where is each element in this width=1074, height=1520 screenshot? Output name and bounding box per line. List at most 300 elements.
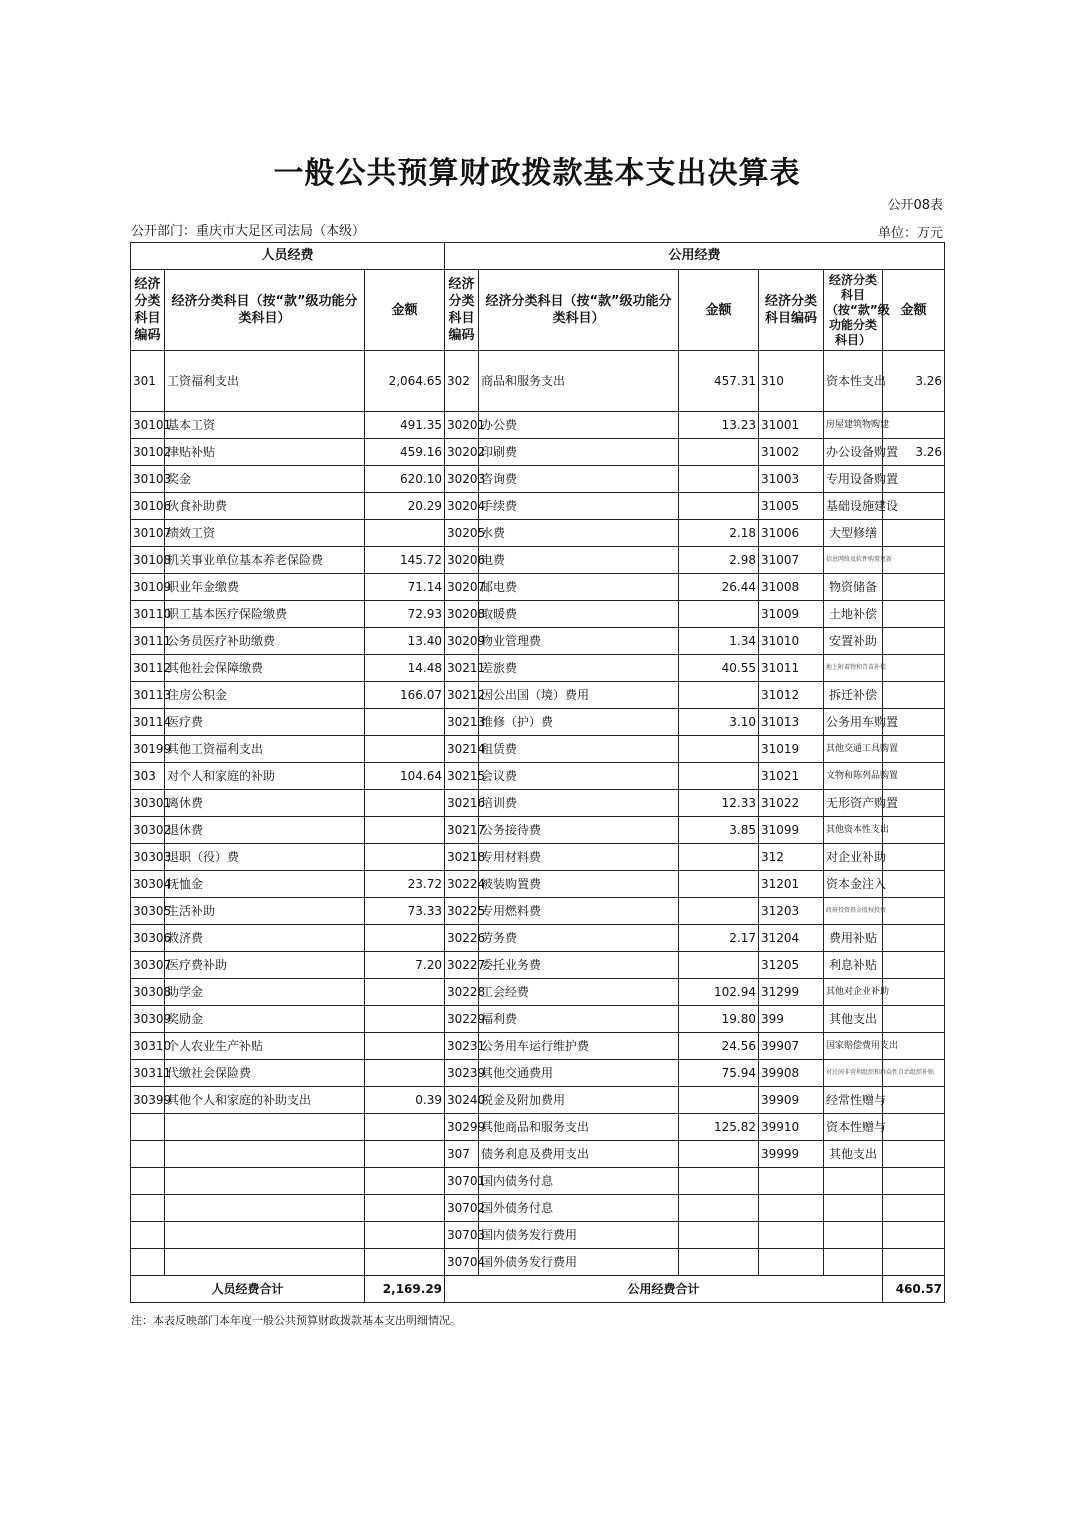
code-cell: 31201 xyxy=(759,871,824,898)
item-name-cell: 安置补助 xyxy=(824,628,883,655)
item-name-cell: 公务接待费 xyxy=(479,817,679,844)
amount-cell xyxy=(679,1141,759,1168)
code-cell xyxy=(131,1195,165,1222)
code-cell: 30228 xyxy=(445,979,479,1006)
code-cell: 30211 xyxy=(445,655,479,682)
item-name-cell: 工会经费 xyxy=(479,979,679,1006)
amount-cell xyxy=(679,952,759,979)
amount-cell xyxy=(883,1006,945,1033)
amount-cell xyxy=(883,1222,945,1249)
amount-cell xyxy=(883,628,945,655)
code-cell: 30111 xyxy=(131,628,165,655)
item-name-cell: 退职（役）费 xyxy=(165,844,365,871)
item-name-cell: 物业管理费 xyxy=(479,628,679,655)
code-cell xyxy=(759,1222,824,1249)
code-cell: 30302 xyxy=(131,817,165,844)
code-cell: 399 xyxy=(759,1006,824,1033)
table-row xyxy=(131,790,945,817)
item-name-cell: 资本金注入 xyxy=(824,871,883,898)
amount-cell: 102.94 xyxy=(679,979,759,1006)
amount-cell xyxy=(679,736,759,763)
item-name-cell: 对企业补助 xyxy=(824,844,883,871)
item-name-cell: 电费 xyxy=(479,547,679,574)
item-name-cell: 对民间非营利组织和群众性自治组织补贴 xyxy=(824,1060,883,1087)
item-name-cell: 经常性赠与 xyxy=(824,1087,883,1114)
unit-label: 单位：万元 xyxy=(877,226,943,241)
code-cell: 30224 xyxy=(445,871,479,898)
table-row xyxy=(131,682,945,709)
item-name-cell: 国外债务付息 xyxy=(479,1195,679,1222)
code-cell: 39999 xyxy=(759,1141,824,1168)
amount-cell: 7.20 xyxy=(365,952,445,979)
code-cell: 31022 xyxy=(759,790,824,817)
item-name-cell: 其他社会保障缴费 xyxy=(165,655,365,682)
item-name-cell: 国内债务付息 xyxy=(479,1168,679,1195)
amount-cell xyxy=(883,952,945,979)
item-name-cell xyxy=(824,1195,883,1222)
table-row xyxy=(131,439,945,466)
table-row xyxy=(131,709,945,736)
item-name-cell: 其他支出 xyxy=(824,1006,883,1033)
public-total-value: 460.57 xyxy=(883,1276,945,1303)
table-row xyxy=(131,979,945,1006)
code-cell: 30207 xyxy=(445,574,479,601)
amount-cell: 13.40 xyxy=(365,628,445,655)
item-name-cell: 取暖费 xyxy=(479,601,679,628)
item-name-cell: 助学金 xyxy=(165,979,365,1006)
item-name-cell: 离休费 xyxy=(165,790,365,817)
item-name-cell: 税金及附加费用 xyxy=(479,1087,679,1114)
amount-cell: 459.16 xyxy=(365,439,445,466)
code-cell: 31007 xyxy=(759,547,824,574)
amount-cell: 3.85 xyxy=(679,817,759,844)
amount-cell xyxy=(883,520,945,547)
code-cell: 31003 xyxy=(759,466,824,493)
item-name-cell: 其他个人和家庭的补助支出 xyxy=(165,1087,365,1114)
code-cell: 31013 xyxy=(759,709,824,736)
table-row xyxy=(131,1195,945,1222)
item-name-cell: 其他工资福利支出 xyxy=(165,736,365,763)
code-cell: 30308 xyxy=(131,979,165,1006)
table-row xyxy=(131,1249,945,1276)
item-name-cell: 专用设备购置 xyxy=(824,466,883,493)
code-cell: 30202 xyxy=(445,439,479,466)
code-cell: 39909 xyxy=(759,1087,824,1114)
code-cell: 30199 xyxy=(131,736,165,763)
code-cell: 31021 xyxy=(759,763,824,790)
item-name-cell: 资本性支出 xyxy=(824,351,883,412)
code-cell: 30301 xyxy=(131,790,165,817)
code-cell: 30218 xyxy=(445,844,479,871)
code-cell xyxy=(759,1249,824,1276)
item-name-cell: 抚恤金 xyxy=(165,871,365,898)
amount-cell xyxy=(883,601,945,628)
code-cell: 31006 xyxy=(759,520,824,547)
section-header-row xyxy=(131,243,945,270)
section-personnel: 人员经费 xyxy=(131,243,445,270)
amount-cell: 2.17 xyxy=(679,925,759,952)
code-cell: 30306 xyxy=(131,925,165,952)
item-name-cell xyxy=(165,1249,365,1276)
code-cell: 39908 xyxy=(759,1060,824,1087)
table-row xyxy=(131,1168,945,1195)
amount-cell: 0.39 xyxy=(365,1087,445,1114)
item-name-cell: 租赁费 xyxy=(479,736,679,763)
amount-cell: 620.10 xyxy=(365,466,445,493)
code-cell: 307 xyxy=(445,1141,479,1168)
amount-cell xyxy=(365,1141,445,1168)
personnel-total-label: 人员经费合计 xyxy=(131,1276,365,1303)
code-cell: 30209 xyxy=(445,628,479,655)
amount-cell xyxy=(679,1168,759,1195)
code-cell: 30303 xyxy=(131,844,165,871)
item-name-cell xyxy=(165,1141,365,1168)
code-cell: 31203 xyxy=(759,898,824,925)
item-name-cell xyxy=(165,1168,365,1195)
item-name-cell: 委托业务费 xyxy=(479,952,679,979)
code-cell: 31009 xyxy=(759,601,824,628)
item-name-cell: 基础设施建设 xyxy=(824,493,883,520)
code-cell: 30214 xyxy=(445,736,479,763)
code-cell: 30310 xyxy=(131,1033,165,1060)
item-name-cell: 培训费 xyxy=(479,790,679,817)
table-row xyxy=(131,817,945,844)
header-code-2: 经济分类科目编码 xyxy=(445,270,479,351)
code-cell: 31011 xyxy=(759,655,824,682)
code-cell: 30704 xyxy=(445,1249,479,1276)
code-cell: 30114 xyxy=(131,709,165,736)
item-name-cell: 救济费 xyxy=(165,925,365,952)
amount-cell xyxy=(679,844,759,871)
code-cell: 303 xyxy=(131,763,165,790)
code-cell: 30216 xyxy=(445,790,479,817)
table-row xyxy=(131,601,945,628)
amount-cell xyxy=(883,898,945,925)
header-amount-3: 金额 xyxy=(883,270,945,351)
amount-cell xyxy=(883,844,945,871)
code-cell: 30701 xyxy=(445,1168,479,1195)
amount-cell xyxy=(679,1195,759,1222)
amount-cell xyxy=(365,520,445,547)
amount-cell: 14.48 xyxy=(365,655,445,682)
item-name-cell xyxy=(165,1114,365,1141)
amount-cell: 2,064.65 xyxy=(365,351,445,412)
item-name-cell: 房屋建筑物购建 xyxy=(824,412,883,439)
item-name-cell: 基本工资 xyxy=(165,412,365,439)
amount-cell xyxy=(883,1249,945,1276)
code-cell: 30225 xyxy=(445,898,479,925)
table-row xyxy=(131,493,945,520)
amount-cell: 75.94 xyxy=(679,1060,759,1087)
code-cell: 39907 xyxy=(759,1033,824,1060)
table-row xyxy=(131,736,945,763)
code-cell: 30206 xyxy=(445,547,479,574)
item-name-cell: 对个人和家庭的补助 xyxy=(165,763,365,790)
item-name-cell: 代缴社会保险费 xyxy=(165,1060,365,1087)
amount-cell: 2.98 xyxy=(679,547,759,574)
header-name-3: 经济分类科目（按“款”级功能分类科目） xyxy=(824,270,883,351)
code-cell xyxy=(131,1222,165,1249)
code-cell: 31012 xyxy=(759,682,824,709)
amount-cell xyxy=(679,1249,759,1276)
item-name-cell: 伙食补助费 xyxy=(165,493,365,520)
item-name-cell xyxy=(824,1249,883,1276)
amount-cell xyxy=(679,682,759,709)
code-cell: 301 xyxy=(131,351,165,412)
code-cell: 31099 xyxy=(759,817,824,844)
amount-cell: 104.64 xyxy=(365,763,445,790)
code-cell: 31002 xyxy=(759,439,824,466)
table-row xyxy=(131,520,945,547)
item-name-cell: 手续费 xyxy=(479,493,679,520)
item-name-cell: 政府投资基金股权投资 xyxy=(824,898,883,925)
amount-cell: 13.23 xyxy=(679,412,759,439)
public-total-label: 公用经费合计 xyxy=(445,1276,883,1303)
code-cell xyxy=(759,1195,824,1222)
item-name-cell: 其他交通费用 xyxy=(479,1060,679,1087)
amount-cell xyxy=(883,412,945,439)
code-cell: 30227 xyxy=(445,952,479,979)
amount-cell xyxy=(679,601,759,628)
item-name-cell: 利息补贴 xyxy=(824,952,883,979)
item-name-cell: 费用补贴 xyxy=(824,925,883,952)
table-row xyxy=(131,655,945,682)
code-cell: 31019 xyxy=(759,736,824,763)
amount-cell xyxy=(883,682,945,709)
department-label: 公开部门：重庆市大足区司法局（本级） xyxy=(131,224,366,239)
amount-cell: 3.10 xyxy=(679,709,759,736)
code-cell: 31204 xyxy=(759,925,824,952)
amount-cell: 72.93 xyxy=(365,601,445,628)
item-name-cell: 绩效工资 xyxy=(165,520,365,547)
item-name-cell: 咨询费 xyxy=(479,466,679,493)
header-code-3: 经济分类科目编码 xyxy=(759,270,824,351)
code-cell: 30203 xyxy=(445,466,479,493)
code-cell: 30205 xyxy=(445,520,479,547)
item-name-cell: 公务用车购置 xyxy=(824,709,883,736)
item-name-cell: 商品和服务支出 xyxy=(479,351,679,412)
amount-cell xyxy=(883,1141,945,1168)
item-name-cell: 公务用车运行维护费 xyxy=(479,1033,679,1060)
amount-cell: 26.44 xyxy=(679,574,759,601)
code-cell: 30213 xyxy=(445,709,479,736)
code-cell: 30201 xyxy=(445,412,479,439)
amount-cell xyxy=(883,925,945,952)
item-name-cell: 大型修缮 xyxy=(824,520,883,547)
code-cell: 31205 xyxy=(759,952,824,979)
header-name: 经济分类科目（按“款”级功能分类科目） xyxy=(165,270,365,351)
amount-cell xyxy=(365,1114,445,1141)
amount-cell: 491.35 xyxy=(365,412,445,439)
amount-cell xyxy=(679,1222,759,1249)
code-cell: 30217 xyxy=(445,817,479,844)
table-row xyxy=(131,763,945,790)
table-row xyxy=(131,1114,945,1141)
amount-cell xyxy=(365,1195,445,1222)
code-cell: 30399 xyxy=(131,1087,165,1114)
code-cell: 30240 xyxy=(445,1087,479,1114)
item-name-cell: 住房公积金 xyxy=(165,682,365,709)
page-title: 一般公共预算财政拨款基本支出决算表 xyxy=(273,156,801,191)
amount-cell xyxy=(883,1168,945,1195)
code-cell: 312 xyxy=(759,844,824,871)
item-name-cell: 资本性赠与 xyxy=(824,1114,883,1141)
code-cell: 39910 xyxy=(759,1114,824,1141)
amount-cell xyxy=(365,736,445,763)
item-name-cell: 奖金 xyxy=(165,466,365,493)
item-name-cell: 生活补助 xyxy=(165,898,365,925)
section-public: 公用经费 xyxy=(445,243,945,270)
item-name-cell: 津贴补贴 xyxy=(165,439,365,466)
code-cell: 30109 xyxy=(131,574,165,601)
amount-cell: 23.72 xyxy=(365,871,445,898)
amount-cell: 125.82 xyxy=(679,1114,759,1141)
table-row xyxy=(131,628,945,655)
table-row xyxy=(131,1033,945,1060)
item-name-cell: 医疗费补助 xyxy=(165,952,365,979)
column-header-row xyxy=(131,270,945,351)
table-row xyxy=(131,547,945,574)
item-name-cell: 维修（护）费 xyxy=(479,709,679,736)
code-cell: 302 xyxy=(445,351,479,412)
code-cell xyxy=(131,1168,165,1195)
amount-cell: 166.07 xyxy=(365,682,445,709)
item-name-cell: 债务利息及费用支出 xyxy=(479,1141,679,1168)
code-cell: 31010 xyxy=(759,628,824,655)
table-row xyxy=(131,1006,945,1033)
code-cell: 30212 xyxy=(445,682,479,709)
table-row xyxy=(131,871,945,898)
amount-cell: 1.34 xyxy=(679,628,759,655)
code-cell: 30299 xyxy=(445,1114,479,1141)
amount-cell: 24.56 xyxy=(679,1033,759,1060)
amount-cell xyxy=(679,1087,759,1114)
amount-cell xyxy=(883,817,945,844)
amount-cell xyxy=(679,493,759,520)
item-name-cell: 工资福利支出 xyxy=(165,351,365,412)
amount-cell: 73.33 xyxy=(365,898,445,925)
code-cell: 30304 xyxy=(131,871,165,898)
code-cell: 30307 xyxy=(131,952,165,979)
item-name-cell: 退休费 xyxy=(165,817,365,844)
code-cell: 30107 xyxy=(131,520,165,547)
item-name-cell: 水费 xyxy=(479,520,679,547)
amount-cell xyxy=(365,979,445,1006)
item-name-cell: 福利费 xyxy=(479,1006,679,1033)
code-cell xyxy=(131,1141,165,1168)
code-cell: 30305 xyxy=(131,898,165,925)
code-cell: 31001 xyxy=(759,412,824,439)
item-name-cell: 无形资产购置 xyxy=(824,790,883,817)
amount-cell xyxy=(365,925,445,952)
table-row xyxy=(131,351,945,412)
code-cell: 30311 xyxy=(131,1060,165,1087)
code-cell: 31008 xyxy=(759,574,824,601)
item-name-cell: 医疗费 xyxy=(165,709,365,736)
item-name-cell: 因公出国（境）费用 xyxy=(479,682,679,709)
code-cell xyxy=(131,1114,165,1141)
amount-cell xyxy=(883,1087,945,1114)
code-cell: 30110 xyxy=(131,601,165,628)
amount-cell xyxy=(365,817,445,844)
amount-cell: 457.31 xyxy=(679,351,759,412)
item-name-cell xyxy=(165,1222,365,1249)
item-name-cell: 其他支出 xyxy=(824,1141,883,1168)
amount-cell: 3.26 xyxy=(883,439,945,466)
table-row xyxy=(131,1087,945,1114)
item-name-cell: 国外债务发行费用 xyxy=(479,1249,679,1276)
item-name-cell: 拆迁补偿 xyxy=(824,682,883,709)
table-row xyxy=(131,1141,945,1168)
header-amount: 金额 xyxy=(365,270,445,351)
amount-cell: 19.80 xyxy=(679,1006,759,1033)
amount-cell xyxy=(883,574,945,601)
amount-cell: 145.72 xyxy=(365,547,445,574)
amount-cell xyxy=(883,1195,945,1222)
item-name-cell: 被装购置费 xyxy=(479,871,679,898)
amount-cell xyxy=(883,655,945,682)
item-name-cell: 差旅费 xyxy=(479,655,679,682)
code-cell: 30702 xyxy=(445,1195,479,1222)
table-row xyxy=(131,466,945,493)
amount-cell: 20.29 xyxy=(365,493,445,520)
table-row xyxy=(131,952,945,979)
item-name-cell: 印刷费 xyxy=(479,439,679,466)
code-cell xyxy=(759,1168,824,1195)
table-row xyxy=(131,844,945,871)
amount-cell xyxy=(365,790,445,817)
expenditure-table xyxy=(130,242,945,1303)
amount-cell: 40.55 xyxy=(679,655,759,682)
code-cell: 31005 xyxy=(759,493,824,520)
code-cell: 30703 xyxy=(445,1222,479,1249)
item-name-cell: 办公费 xyxy=(479,412,679,439)
amount-cell xyxy=(365,709,445,736)
code-cell: 30101 xyxy=(131,412,165,439)
item-name-cell xyxy=(824,1222,883,1249)
code-cell: 30102 xyxy=(131,439,165,466)
code-cell: 30108 xyxy=(131,547,165,574)
amount-cell xyxy=(679,871,759,898)
amount-cell xyxy=(365,1060,445,1087)
item-name-cell: 其他资本性支出 xyxy=(824,817,883,844)
amount-cell xyxy=(365,1006,445,1033)
form-number: 公开08表 xyxy=(887,198,943,213)
item-name-cell: 个人农业生产补贴 xyxy=(165,1033,365,1060)
item-name-cell: 专用燃料费 xyxy=(479,898,679,925)
code-cell xyxy=(131,1249,165,1276)
code-cell: 30226 xyxy=(445,925,479,952)
item-name-cell: 邮电费 xyxy=(479,574,679,601)
amount-cell: 3.26 xyxy=(883,351,945,412)
code-cell: 30239 xyxy=(445,1060,479,1087)
item-name-cell: 劳务费 xyxy=(479,925,679,952)
item-name-cell: 其他商品和服务支出 xyxy=(479,1114,679,1141)
item-name-cell: 物资储备 xyxy=(824,574,883,601)
code-cell: 30103 xyxy=(131,466,165,493)
item-name-cell: 会议费 xyxy=(479,763,679,790)
amount-cell xyxy=(365,1249,445,1276)
table-row xyxy=(131,574,945,601)
amount-cell xyxy=(883,871,945,898)
item-name-cell: 国内债务发行费用 xyxy=(479,1222,679,1249)
item-name-cell xyxy=(165,1195,365,1222)
code-cell: 31299 xyxy=(759,979,824,1006)
footnote: 注：本表反映部门本年度一般公共预算财政拨款基本支出明细情况。 xyxy=(131,1314,461,1327)
amount-cell xyxy=(679,898,759,925)
code-cell: 310 xyxy=(759,351,824,412)
amount-cell: 71.14 xyxy=(365,574,445,601)
